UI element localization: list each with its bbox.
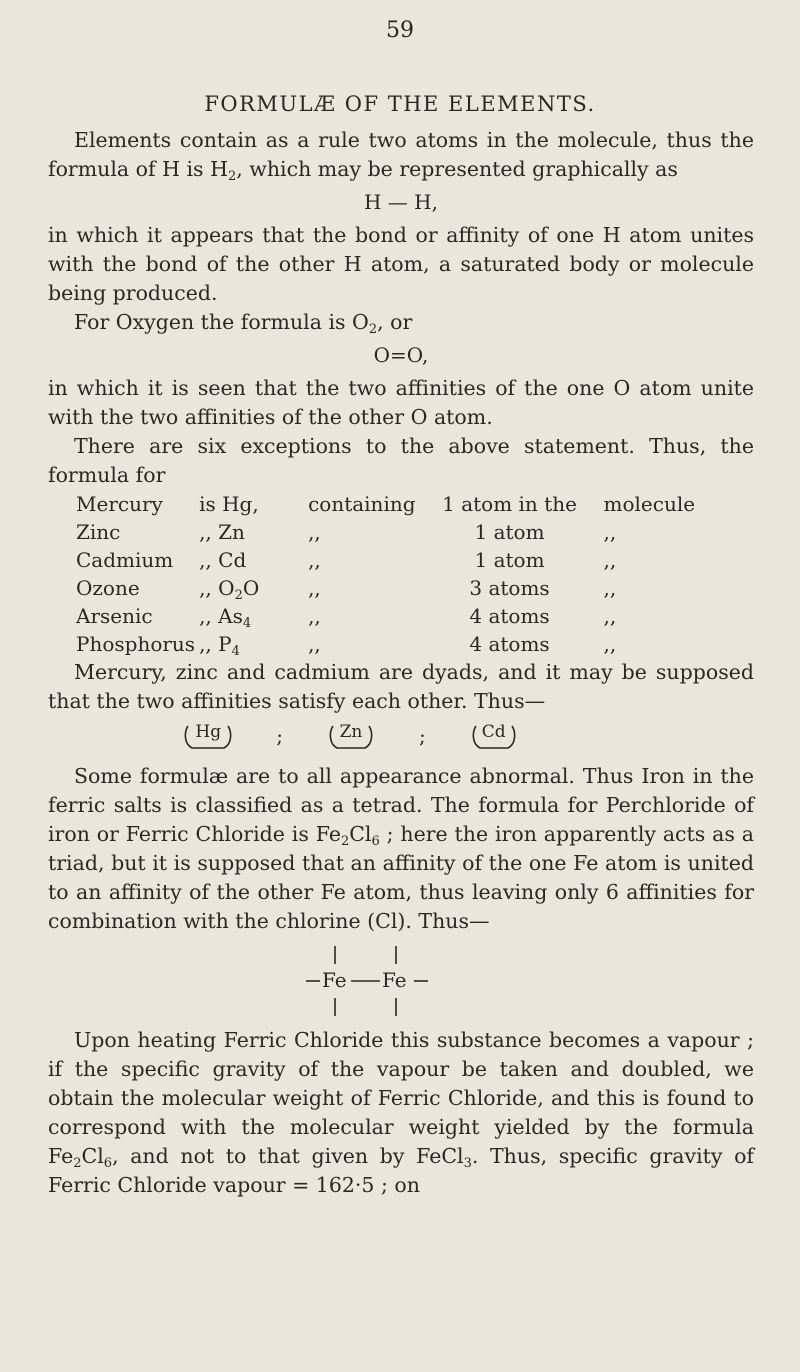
formula-symbol: As bbox=[218, 604, 243, 628]
element-row bbox=[74, 630, 697, 658]
is-word: ,, bbox=[199, 632, 212, 656]
loop-hg bbox=[182, 718, 234, 754]
atom-count: 4 atoms bbox=[469, 604, 550, 628]
text: , or bbox=[377, 310, 413, 334]
subscript: 2 bbox=[73, 1156, 82, 1171]
subscript: 2 bbox=[234, 588, 243, 603]
paragraph-8 bbox=[48, 1026, 754, 1200]
element-name: Ozone bbox=[76, 576, 140, 600]
ferric-bond-diagram bbox=[48, 940, 754, 1022]
separator: ; bbox=[276, 724, 283, 748]
element-row bbox=[74, 574, 697, 602]
loop-label: Zn bbox=[339, 722, 363, 742]
fe-atom-left: Fe bbox=[322, 968, 347, 992]
formula-symbol: P bbox=[218, 632, 232, 656]
loop-label: Cd bbox=[481, 722, 506, 742]
containing-word: ,, bbox=[308, 604, 321, 628]
element-formula bbox=[197, 602, 306, 630]
loop-bond-icon bbox=[325, 718, 377, 754]
atom-count: 1 atom bbox=[474, 548, 545, 572]
paragraph-2: in which it appears that the bond or affinity of one H atom unites with the bond of the other H atom, a saturated body or molecule being produced. bbox=[48, 223, 754, 305]
element-formula bbox=[197, 546, 306, 574]
separator: ; bbox=[419, 724, 426, 748]
text: Cl bbox=[349, 822, 372, 846]
element-name: Phosphorus bbox=[76, 632, 196, 656]
containing-word: ,, bbox=[308, 632, 321, 656]
loop-cd bbox=[468, 718, 520, 754]
subscript: 2 bbox=[368, 322, 378, 337]
loop-label: Hg bbox=[195, 722, 222, 742]
paragraph-4: in which it is seen that the two affinities of the one O atom unite with the two affinities of the other O atom. bbox=[48, 376, 754, 429]
subscript: 3 bbox=[463, 1156, 472, 1171]
is-word: is bbox=[199, 492, 216, 516]
paragraph-5: There are six exceptions to the above statement. Thus, the formula for bbox=[48, 434, 754, 487]
page-number: 59 bbox=[386, 18, 414, 43]
fe-atom-right: Fe bbox=[382, 968, 407, 992]
paragraph-3 bbox=[48, 308, 754, 337]
element-row bbox=[74, 490, 697, 518]
atom-count: 1 atom in the bbox=[442, 492, 577, 516]
page-title: FORMULÆ OF THE ELEMENTS. bbox=[204, 92, 596, 116]
containing-word: ,, bbox=[308, 520, 321, 544]
page-body bbox=[48, 126, 754, 1200]
subscript: 4 bbox=[242, 616, 252, 631]
formula-symbol: Cd bbox=[218, 548, 247, 572]
containing-word: containing bbox=[308, 492, 416, 516]
is-word: ,, bbox=[199, 520, 212, 544]
atom-count: 3 atoms bbox=[469, 576, 550, 600]
text: . Thus, specific gravity of Ferric Chloride vapour = 162·5 ; on bbox=[48, 1144, 755, 1197]
subscript: 6 bbox=[103, 1156, 113, 1171]
dyad-loops bbox=[0, 718, 754, 754]
element-name: Cadmium bbox=[76, 548, 174, 572]
text: Some formulæ are to all appearance abnormal. Thus Iron in the ferric salts is classified as a tetrad. The formula for Perchloride of iron or Ferric Chloride is Fe bbox=[48, 764, 754, 846]
atom-count: 1 atom bbox=[474, 520, 545, 544]
text: Cl bbox=[81, 1144, 104, 1168]
formula-symbol: O bbox=[218, 576, 235, 600]
element-formula bbox=[197, 518, 306, 546]
element-formula bbox=[197, 630, 306, 658]
subscript: 4 bbox=[231, 644, 240, 659]
formula-symbol: O bbox=[242, 576, 260, 600]
subscript: 2 bbox=[340, 834, 350, 849]
element-row bbox=[74, 518, 697, 546]
formula-oxygen: O=O, bbox=[373, 343, 429, 367]
element-name: Arsenic bbox=[76, 604, 153, 628]
formula-symbol: Zn bbox=[218, 520, 245, 544]
loop-bond-icon bbox=[182, 718, 234, 754]
loop-bond-icon bbox=[468, 718, 520, 754]
molecule-word: ,, bbox=[603, 632, 617, 656]
loop-zn bbox=[325, 718, 377, 754]
text: Elements contain as a rule two atoms in the molecule, thus the formula of H is H bbox=[48, 128, 754, 181]
text: Upon heating Ferric Chloride this substance becomes a vapour ; if the specific gravity of the vapour be taken and doubled, we obtain the molecular weight of Ferric Chloride, and this is found to correspond with the molecular weight yielded by the formula Fe bbox=[48, 1028, 754, 1168]
paragraph-6: Mercury, zinc and cadmium are dyads, and it may be supposed that the two affinities satisfy each other. Thus— bbox=[48, 660, 754, 713]
text: ; here the iron apparently acts as a triad, but it is supposed that an affinity of the one Fe atom is united to an affinity of the other Fe atom, thus leaving only 6 affinities for combination with the chlorine (Cl). Thus— bbox=[48, 822, 754, 933]
element-row bbox=[74, 602, 697, 630]
molecule-word: ,, bbox=[603, 548, 617, 572]
text: For Oxygen the formula is O bbox=[74, 310, 369, 334]
molecule-word: molecule bbox=[603, 492, 696, 516]
subscript: 6 bbox=[371, 834, 380, 849]
paragraph-7 bbox=[48, 762, 754, 936]
formula-hydrogen: H — H, bbox=[364, 190, 438, 214]
is-word: ,, bbox=[199, 576, 212, 600]
text: , and not to that given by FeCl bbox=[112, 1144, 464, 1168]
atom-count: 4 atoms bbox=[469, 632, 550, 656]
subscript: 2 bbox=[227, 169, 237, 184]
paragraph-1 bbox=[48, 126, 754, 184]
element-formula bbox=[197, 574, 306, 602]
text: , which may be represented graphically as bbox=[236, 157, 678, 181]
is-word: ,, bbox=[199, 548, 212, 572]
containing-word: ,, bbox=[308, 576, 321, 600]
molecule-word: ,, bbox=[603, 576, 617, 600]
element-table bbox=[74, 490, 697, 658]
is-word: ,, bbox=[199, 604, 212, 628]
element-row bbox=[74, 546, 697, 574]
formula-symbol: Hg, bbox=[222, 492, 259, 516]
containing-word: ,, bbox=[308, 548, 321, 572]
element-formula bbox=[197, 490, 306, 518]
molecule-word: ,, bbox=[603, 604, 617, 628]
molecule-word: ,, bbox=[603, 520, 617, 544]
element-name: Mercury bbox=[76, 492, 163, 516]
element-name: Zinc bbox=[76, 520, 121, 544]
